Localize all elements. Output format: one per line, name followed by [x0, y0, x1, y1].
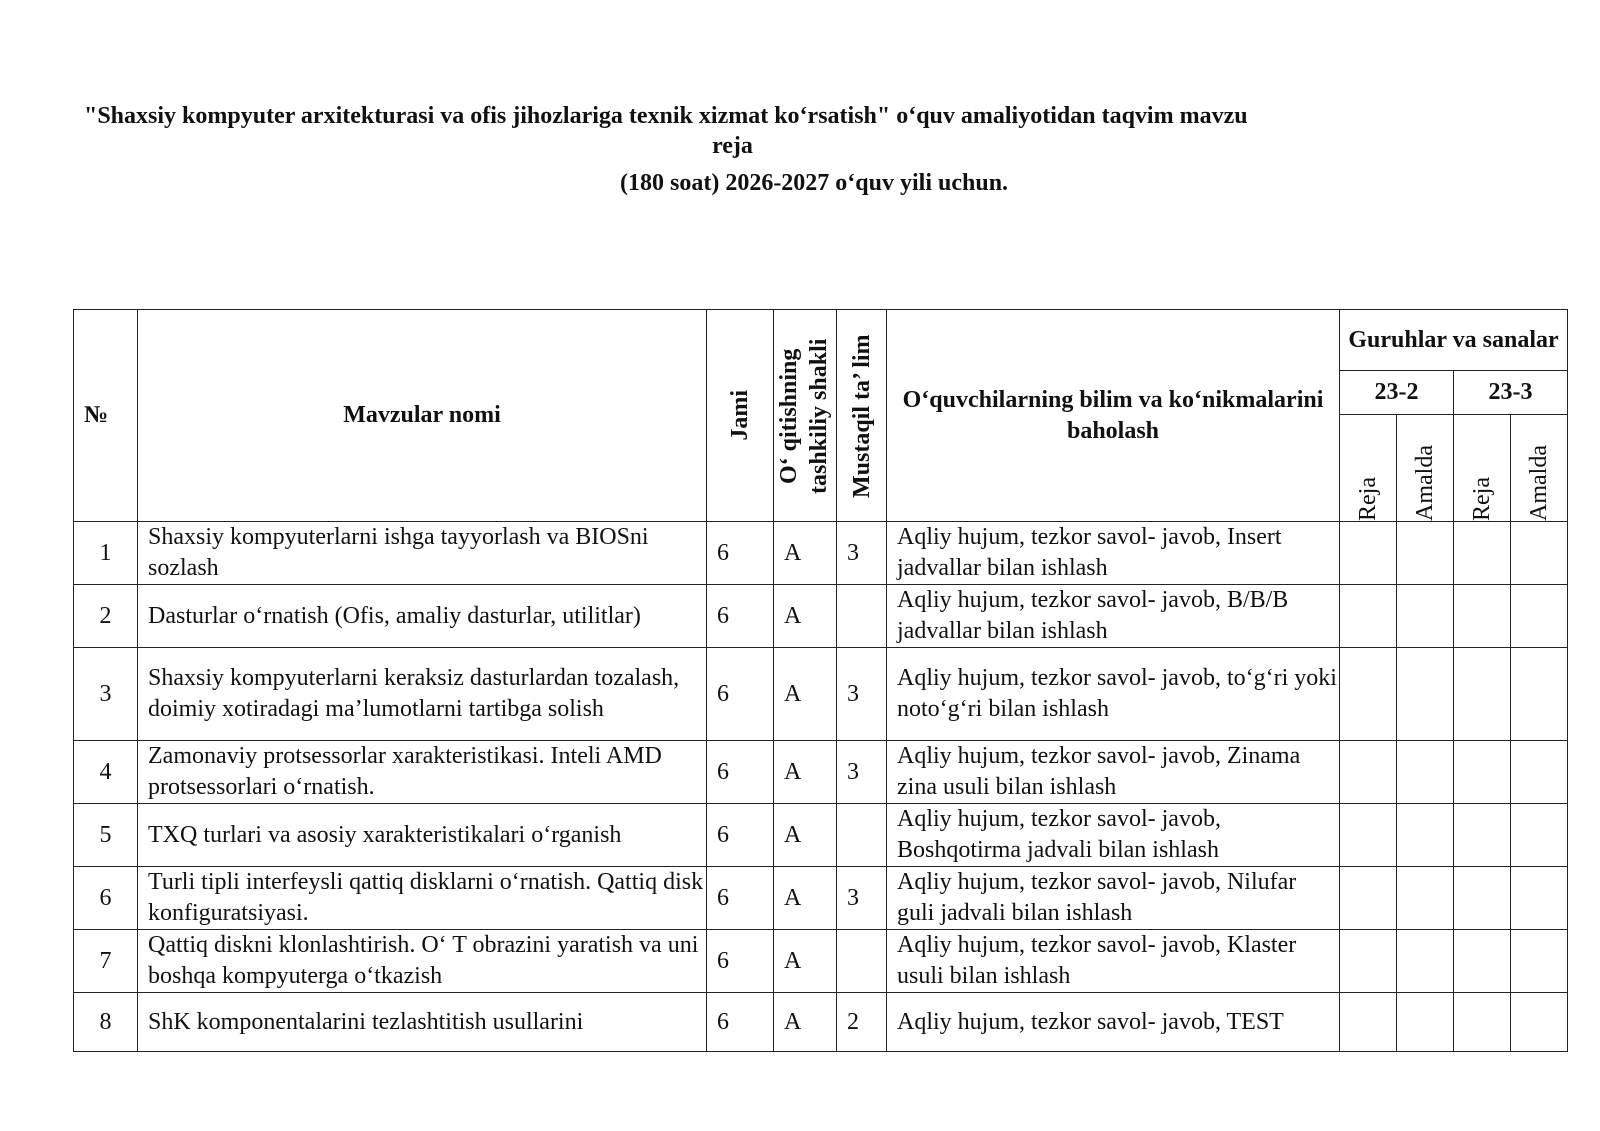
cell-actual-23-3 [1511, 930, 1568, 993]
title-line-1: "Shaxsiy kompyuter arxitekturasi va ofis jihozlariga texnik xizmat koʻrsatish" oʻquv amaliyotidan taqvim mavzu [84, 103, 1248, 129]
header-number-label: № [84, 402, 109, 428]
row-teaching-form: A [774, 993, 837, 1052]
header-independent-study [837, 310, 887, 522]
row-topic: Shaxsiy kompyuterlarni keraksiz dasturlardan tozalash, doimiy xotiradagi ma’lumotlarni tartibga solish [138, 648, 707, 741]
row-teaching-form: A [774, 930, 837, 993]
row-teaching-form: A [774, 522, 837, 585]
table-row [74, 522, 1568, 585]
row-assessment: Aqliy hujum, tezkor savol- javob, Boshqotirma jadvali bilan ishlash [887, 804, 1340, 867]
row-topic: ShK komponentalarini tezlashtitish usullarini [138, 993, 707, 1052]
cell-plan-23-2 [1340, 522, 1397, 585]
row-assessment: Aqliy hujum, tezkor savol- javob, B/B/B jadvallar bilan ishlash [887, 585, 1340, 648]
cell-actual-23-2 [1397, 585, 1454, 648]
cell-actual-23-2 [1397, 993, 1454, 1052]
cell-plan-23-3 [1454, 867, 1511, 930]
table-row [74, 585, 1568, 648]
title-line-2: reja [712, 133, 753, 159]
row-number: 5 [74, 804, 138, 867]
cell-actual-23-2 [1397, 804, 1454, 867]
row-number: 7 [74, 930, 138, 993]
row-total: 6 [707, 867, 774, 930]
cell-plan-23-2 [1340, 993, 1397, 1052]
cell-plan-23-2 [1340, 804, 1397, 867]
cell-actual-23-2 [1397, 741, 1454, 804]
header-actual-23-3 [1511, 415, 1568, 522]
row-assessment: Aqliy hujum, tezkor savol- javob, Insert jadvallar bilan ishlash [887, 522, 1340, 585]
cell-actual-23-3 [1511, 867, 1568, 930]
cell-actual-23-2 [1397, 522, 1454, 585]
header-plan-23-2 [1340, 415, 1397, 522]
header-plan-23-3 [1454, 415, 1511, 522]
row-assessment: Aqliy hujum, tezkor savol- javob, toʻgʻri yoki notoʻgʻri bilan ishlash [887, 648, 1340, 741]
cell-actual-23-3 [1511, 585, 1568, 648]
header-groups-label: Guruhlar va sanalar [1348, 326, 1559, 353]
row-teaching-form: A [774, 648, 837, 741]
cell-plan-23-2 [1340, 741, 1397, 804]
header-plan-label: Reja [1355, 477, 1381, 521]
row-assessment: Aqliy hujum, tezkor savol- javob, Zinama zina usuli bilan ishlash [887, 741, 1340, 804]
header-actual-label: Amalda [1526, 445, 1552, 521]
header-groups [1340, 310, 1568, 371]
cell-actual-23-2 [1397, 930, 1454, 993]
row-total: 6 [707, 522, 774, 585]
cell-plan-23-3 [1454, 741, 1511, 804]
row-assessment: Aqliy hujum, tezkor savol- javob, Nilufar guli jadvali bilan ishlash [887, 867, 1340, 930]
title-line-3: (180 soat) 2026-2027 oʻquv yili uchun. [620, 170, 1009, 196]
cell-plan-23-2 [1340, 867, 1397, 930]
row-teaching-form: A [774, 867, 837, 930]
header-teaching-form-label: Oʻ qitishning tashkiliy shakli [776, 337, 832, 494]
row-number: 8 [74, 993, 138, 1052]
cell-actual-23-3 [1511, 522, 1568, 585]
row-independent-study: 3 [837, 867, 887, 930]
header-number [74, 310, 138, 522]
row-number: 4 [74, 741, 138, 804]
header-assessment-label: Oʻquvchilarning bilim va koʻnikmalarini baholash [902, 386, 1324, 444]
cell-actual-23-3 [1511, 648, 1568, 741]
cell-actual-23-2 [1397, 867, 1454, 930]
header-actual-label: Amalda [1412, 445, 1438, 521]
table-row [74, 930, 1568, 993]
row-number: 3 [74, 648, 138, 741]
row-total: 6 [707, 993, 774, 1052]
row-number: 1 [74, 522, 138, 585]
cell-plan-23-3 [1454, 993, 1511, 1052]
table-row [74, 867, 1568, 930]
row-total: 6 [707, 930, 774, 993]
table-row [74, 741, 1568, 804]
row-total: 6 [707, 741, 774, 804]
cell-plan-23-3 [1454, 522, 1511, 585]
cell-plan-23-2 [1340, 585, 1397, 648]
row-independent-study [837, 804, 887, 867]
header-assessment [887, 310, 1340, 522]
cell-plan-23-2 [1340, 930, 1397, 993]
cell-actual-23-2 [1397, 648, 1454, 741]
header-actual-23-2 [1397, 415, 1454, 522]
row-independent-study [837, 585, 887, 648]
header-group-23-2 [1340, 371, 1454, 415]
header-independent-study-label: Mustaqil ta’ lim [848, 333, 875, 498]
row-number: 2 [74, 585, 138, 648]
row-topic: TXQ turlari va asosiy xarakteristikalari oʻrganish [138, 804, 707, 867]
row-assessment: Aqliy hujum, tezkor savol- javob, Klaster usuli bilan ishlash [887, 930, 1340, 993]
row-teaching-form: A [774, 585, 837, 648]
row-independent-study: 3 [837, 741, 887, 804]
row-independent-study: 3 [837, 648, 887, 741]
row-topic: Turli tipli interfeysli qattiq disklarni oʻrnatish. Qattiq disk konfiguratsiyasi. [138, 867, 707, 930]
row-topic: Dasturlar oʻrnatish (Ofis, amaliy dasturlar, utilitlar) [138, 585, 707, 648]
header-group-23-2-label: 23-2 [1374, 379, 1419, 405]
row-topic: Zamonaviy protsessorlar xarakteristikasi. Inteli AMD protsessorlari oʻrnatish. [138, 741, 707, 804]
row-total: 6 [707, 804, 774, 867]
cell-plan-23-3 [1454, 648, 1511, 741]
row-teaching-form: A [774, 741, 837, 804]
row-independent-study: 2 [837, 993, 887, 1052]
header-total [707, 310, 774, 522]
cell-actual-23-3 [1511, 804, 1568, 867]
cell-plan-23-2 [1340, 648, 1397, 741]
row-total: 6 [707, 648, 774, 741]
row-number: 6 [74, 867, 138, 930]
header-teaching-form [774, 310, 837, 522]
header-group-23-3-label: 23-3 [1488, 379, 1533, 405]
header-topic [138, 310, 707, 522]
header-group-23-3 [1454, 371, 1568, 415]
table-row [74, 804, 1568, 867]
row-total: 6 [707, 585, 774, 648]
header-topic-label: Mavzular nomi [343, 402, 501, 428]
row-independent-study: 3 [837, 522, 887, 585]
cell-plan-23-3 [1454, 804, 1511, 867]
row-assessment: Aqliy hujum, tezkor savol- javob, TEST [887, 993, 1340, 1052]
cell-actual-23-3 [1511, 993, 1568, 1052]
row-independent-study [837, 930, 887, 993]
header-plan-label: Reja [1469, 477, 1495, 521]
row-teaching-form: A [774, 804, 837, 867]
cell-plan-23-3 [1454, 585, 1511, 648]
table-row [74, 648, 1568, 741]
table-row [74, 993, 1568, 1052]
row-topic: Qattiq diskni klonlashtirish. Oʻ T obrazini yaratish va uni boshqa kompyuterga oʻtkazish [138, 930, 707, 993]
header-total-label: Jami [727, 390, 753, 441]
cell-actual-23-3 [1511, 741, 1568, 804]
cell-plan-23-3 [1454, 930, 1511, 993]
calendar-plan-table [73, 309, 1568, 1052]
row-topic: Shaxsiy kompyuterlarni ishga tayyorlash va BIOSni sozlash [138, 522, 707, 585]
